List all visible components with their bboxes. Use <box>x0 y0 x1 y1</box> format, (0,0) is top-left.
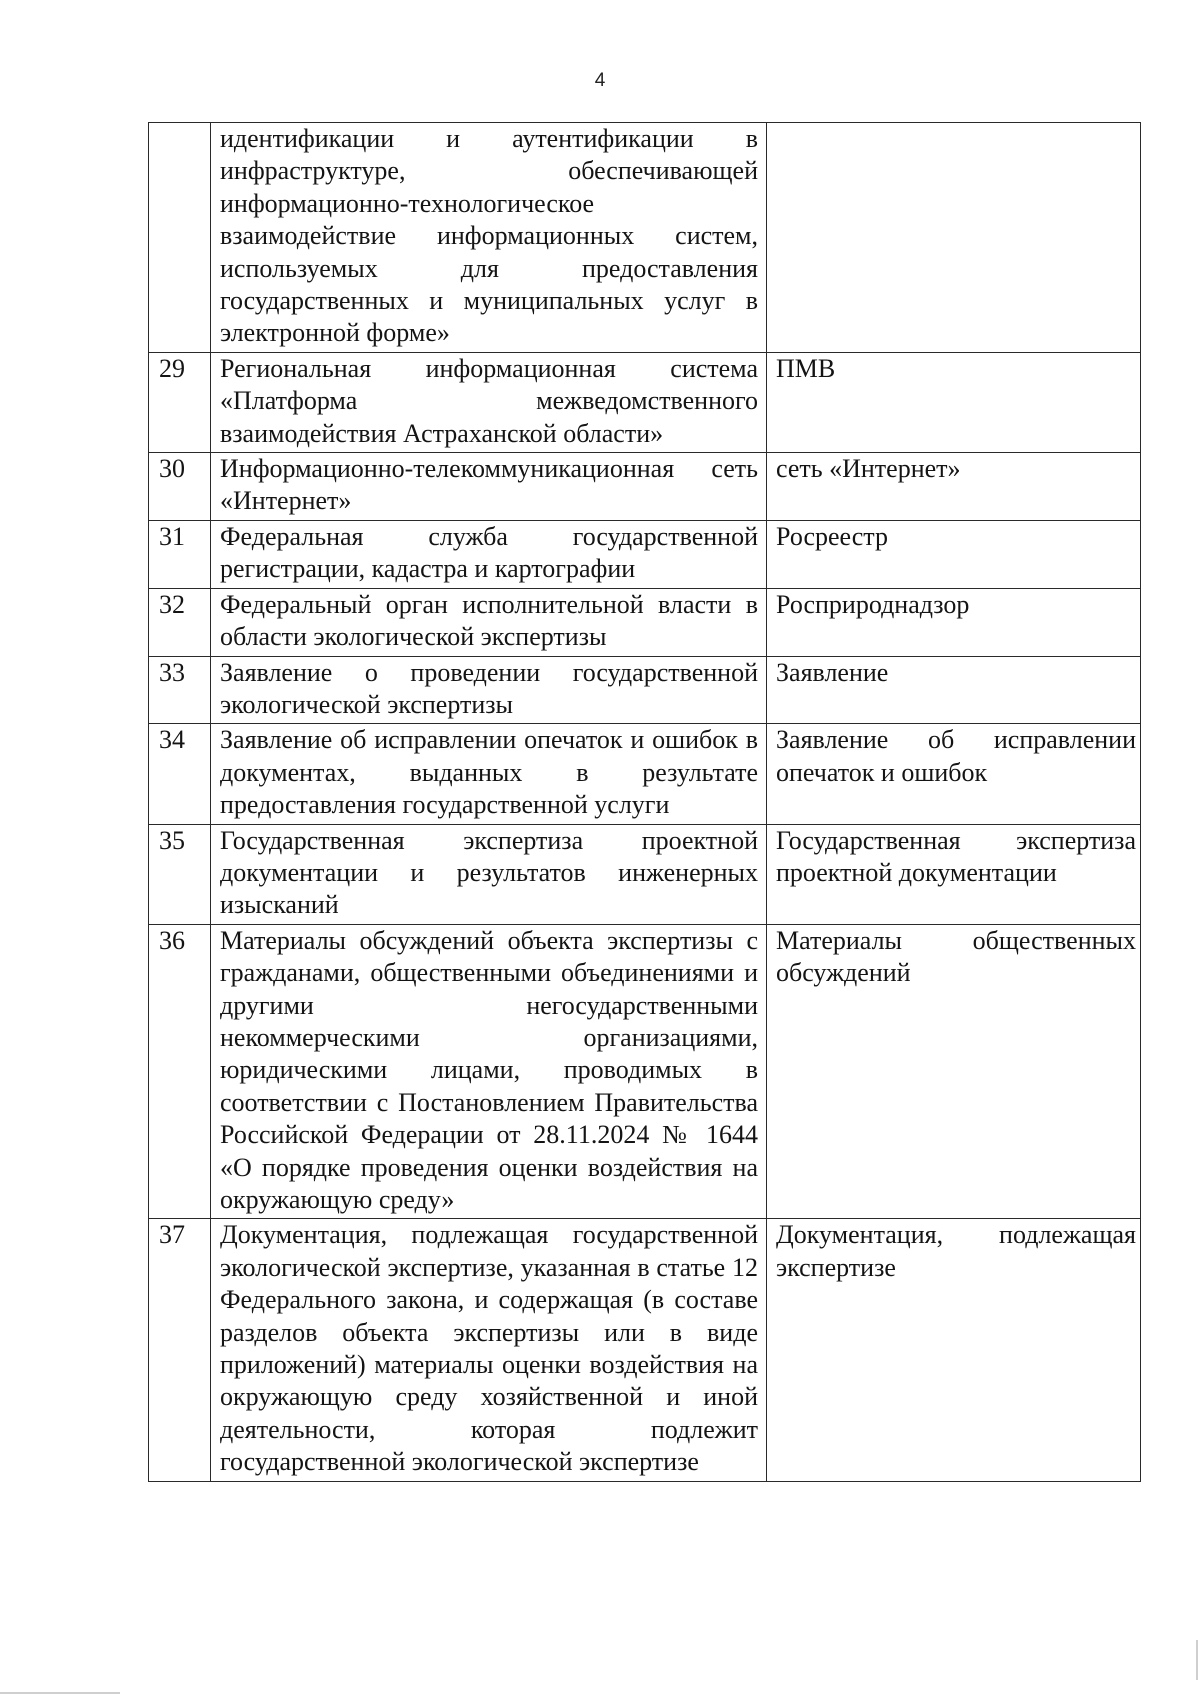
full-name-cell: Региональная информационная система «Платформа межведомственного взаимодействия Астраханской области» <box>211 352 767 452</box>
table-row <box>149 588 1141 656</box>
abbreviation-cell: Росреестр <box>767 520 1141 588</box>
abbreviation-cell: ПМВ <box>767 352 1141 452</box>
row-number: 36 <box>149 924 211 1219</box>
row-number: 37 <box>149 1219 211 1481</box>
table-row <box>149 824 1141 924</box>
abbreviation-cell: Заявление <box>767 656 1141 724</box>
table-row <box>149 924 1141 1219</box>
full-name-cell: Информационно-телекоммуникационная сеть «Интернет» <box>211 453 767 521</box>
full-name-cell: Заявление о проведении государственной экологической экспертизы <box>211 656 767 724</box>
table-row <box>149 724 1141 824</box>
full-name-cell: Заявление об исправлении опечаток и ошибок в документах, выданных в результате предоставления государственной услуги <box>211 724 767 824</box>
scan-edge-mark <box>1196 1640 1198 1680</box>
row-number: 30 <box>149 453 211 521</box>
row-number <box>149 123 211 353</box>
table-row <box>149 520 1141 588</box>
abbreviations-table <box>148 122 1141 1482</box>
abbreviation-cell: Материалы общественных обсуждений <box>767 924 1141 1219</box>
table-row <box>149 352 1141 452</box>
scan-edge-mark <box>0 1692 120 1694</box>
row-number: 34 <box>149 724 211 824</box>
abbreviation-cell: Документация, подлежащая экспертизе <box>767 1219 1141 1481</box>
full-name-cell: Документация, подлежащая государственной экологической экспертизе, указанная в статье 12 Федерального закона, и содержащая (в составе разделов объекта экспертизы или в виде приложений) материалы оценки воздействия на окружающую среду хозяйственной и иной деятельности, которая подлежит государственной экологической экспертизе <box>211 1219 767 1481</box>
row-number: 31 <box>149 520 211 588</box>
abbreviation-cell: Росприроднадзор <box>767 588 1141 656</box>
abbreviation-cell <box>767 123 1141 353</box>
full-name-cell: Федеральная служба государственной регистрации, кадастра и картографии <box>211 520 767 588</box>
row-number: 29 <box>149 352 211 452</box>
table-row <box>149 453 1141 521</box>
full-name-cell: Государственная экспертиза проектной документации и результатов инженерных изысканий <box>211 824 767 924</box>
full-name-cell: идентификации и аутентификации в инфраструктуре, обеспечивающей информационно-технологическое взаимодействие информационных систем, используемых для предоставления государственных и муниципальных услуг в электронной форме» <box>211 123 767 353</box>
abbreviation-cell: сеть «Интернет» <box>767 453 1141 521</box>
table-row <box>149 1219 1141 1481</box>
full-name-cell: Федеральный орган исполнительной власти в области экологической экспертизы <box>211 588 767 656</box>
abbreviation-cell: Заявление об исправлении опечаток и ошибок <box>767 724 1141 824</box>
row-number: 32 <box>149 588 211 656</box>
abbreviation-cell: Государственная экспертиза проектной документации <box>767 824 1141 924</box>
row-number: 35 <box>149 824 211 924</box>
table-row <box>149 656 1141 724</box>
page-number: 4 <box>594 70 606 91</box>
row-number: 33 <box>149 656 211 724</box>
full-name-cell: Материалы обсуждений объекта экспертизы с гражданами, общественными объединениями и другими негосударственными некоммерческими организациями, юридическими лицами, проводимых в соответствии с Постановлением Правительства Российской Федерации от 28.11.2024 № 1644 «О порядке проведения оценки воздействия на окружающую среду» <box>211 924 767 1219</box>
table-row <box>149 123 1141 353</box>
